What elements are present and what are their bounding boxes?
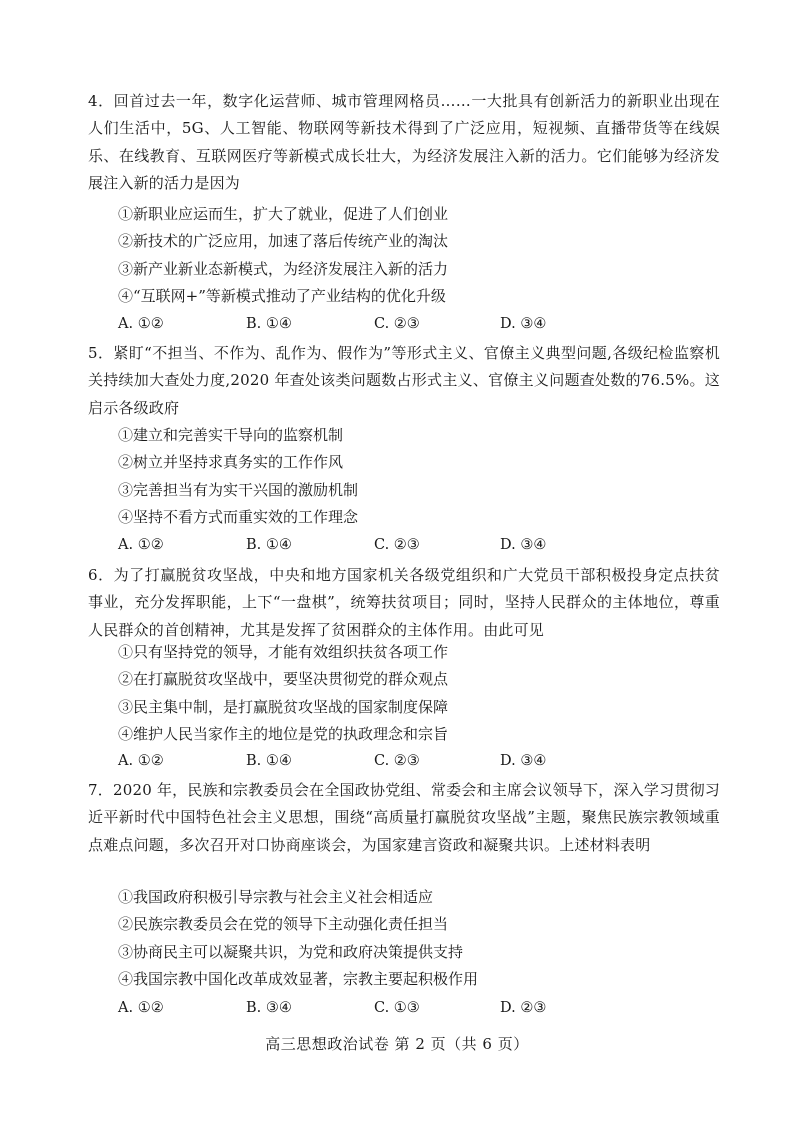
choice-a: A. ①② (118, 537, 164, 553)
question-6-option-2: ②在打赢脱贫攻坚战中，要坚决贯彻党的群众观点 (118, 670, 449, 688)
question-4-stem: 4．回首过去一年，数字化运营师、城市管理网格员……一大批具有创新活力的新职业出现在人们生活中，5G、人工智能、物联网等新技术得到了广泛应用，短视频、直播带货等在线娱乐、在线教育、互联网医疗等新模式成长壮大，为经济发展注入新的活力。它们能够为经济发展注入新的活力是因为 (88, 92, 720, 192)
question-4-option-2: ②新技术的广泛应用，加速了落后传统产业的淘汰 (118, 232, 449, 250)
question-5-option-4: ④坚持不看方式而重实效的工作理念 (118, 508, 359, 526)
question-6-option-1: ①只有坚持党的领导，才能有效组织扶贫各项工作 (118, 643, 449, 661)
choice-a: A. ①② (118, 753, 164, 769)
question-6-stem: 6．为了打赢脱贫攻坚战，中央和地方国家机关各级党组织和广大党员干部积极投身定点扶贫事业，充分发挥职能，上下“一盘棋”，统筹扶贫项目；同时，坚持人民群众的主体地位，尊重人民群众的首创精神，尤其是发挥了贫困群众的主体作用。由此可见 (88, 566, 720, 639)
choice-d: D. ③④ (500, 753, 547, 769)
question-4-option-4: ④“互联网+”等新模式推动了产业结构的优化升级 (118, 287, 446, 305)
question-5-option-3: ③完善担当有为实干兴国的激励机制 (118, 481, 359, 499)
choice-c: C. ②③ (374, 753, 420, 769)
question-4-option-3: ③新产业新业态新模式，为经济发展注入新的活力 (118, 260, 449, 278)
choice-c: C. ②③ (374, 316, 420, 332)
choice-b: B. ①④ (246, 753, 292, 769)
page-footer: 高三思想政治试卷 第 2 页（共 6 页） (265, 1035, 529, 1053)
question-7-option-2: ②民族宗教委员会在党的领导下主动强化责任担当 (118, 915, 449, 933)
question-5-choices (118, 535, 718, 555)
question-7-option-4: ④我国宗教中国化改革成效显著，宗教主要起积极作用 (118, 970, 479, 988)
question-5-stem: 5．紧盯“不担当、不作为、乱作为、假作为”等形式主义、官僚主义典型问题,各级纪检监察机关持续加大查处力度,2020 年查处该类问题数占形式主义、官僚主义问题查处数的76.5%。这启示各级政府 (88, 344, 720, 417)
question-6-option-3: ③民主集中制，是打赢脱贫攻坚战的国家制度保障 (118, 698, 449, 716)
question-7-stem: 7．2020 年，民族和宗教委员会在全国政协党组、常委会和主席会议领导下，深入学习贯彻习近平新时代中国特色社会主义思想，围绕“高质量打赢脱贫攻坚战”主题，聚焦民族宗教领域重点难点问题，多次召开对口协商座谈会，为国家建言资政和凝聚共识。上述材料表明 (88, 781, 720, 854)
choice-b: B. ③④ (246, 1000, 292, 1016)
choice-c: C. ②③ (374, 537, 420, 553)
choice-c: C. ①③ (374, 1000, 420, 1016)
choice-b: B. ①④ (246, 316, 292, 332)
question-7-option-1: ①我国政府积极引导宗教与社会主义社会相适应 (118, 888, 434, 906)
question-6-choices (118, 751, 718, 771)
choice-a: A. ①② (118, 1000, 164, 1016)
question-4-choices (118, 314, 718, 334)
question-5-option-1: ①建立和完善实干导向的监察机制 (118, 426, 344, 444)
question-6-option-4: ④维护人民当家作主的地位是党的执政理念和宗旨 (118, 725, 449, 743)
choice-b: B. ①④ (246, 537, 292, 553)
question-7-option-3: ③协商民主可以凝聚共识，为党和政府决策提供支持 (118, 943, 464, 961)
question-4-option-1: ①新职业应运而生，扩大了就业，促进了人们创业 (118, 205, 449, 223)
choice-d: D. ③④ (500, 537, 547, 553)
choice-d: D. ③④ (500, 316, 547, 332)
question-5-option-2: ②树立并坚持求真务实的工作作风 (118, 453, 344, 471)
choice-a: A. ①② (118, 316, 164, 332)
choice-d: D. ②③ (500, 1000, 547, 1016)
question-7-choices (118, 998, 718, 1018)
